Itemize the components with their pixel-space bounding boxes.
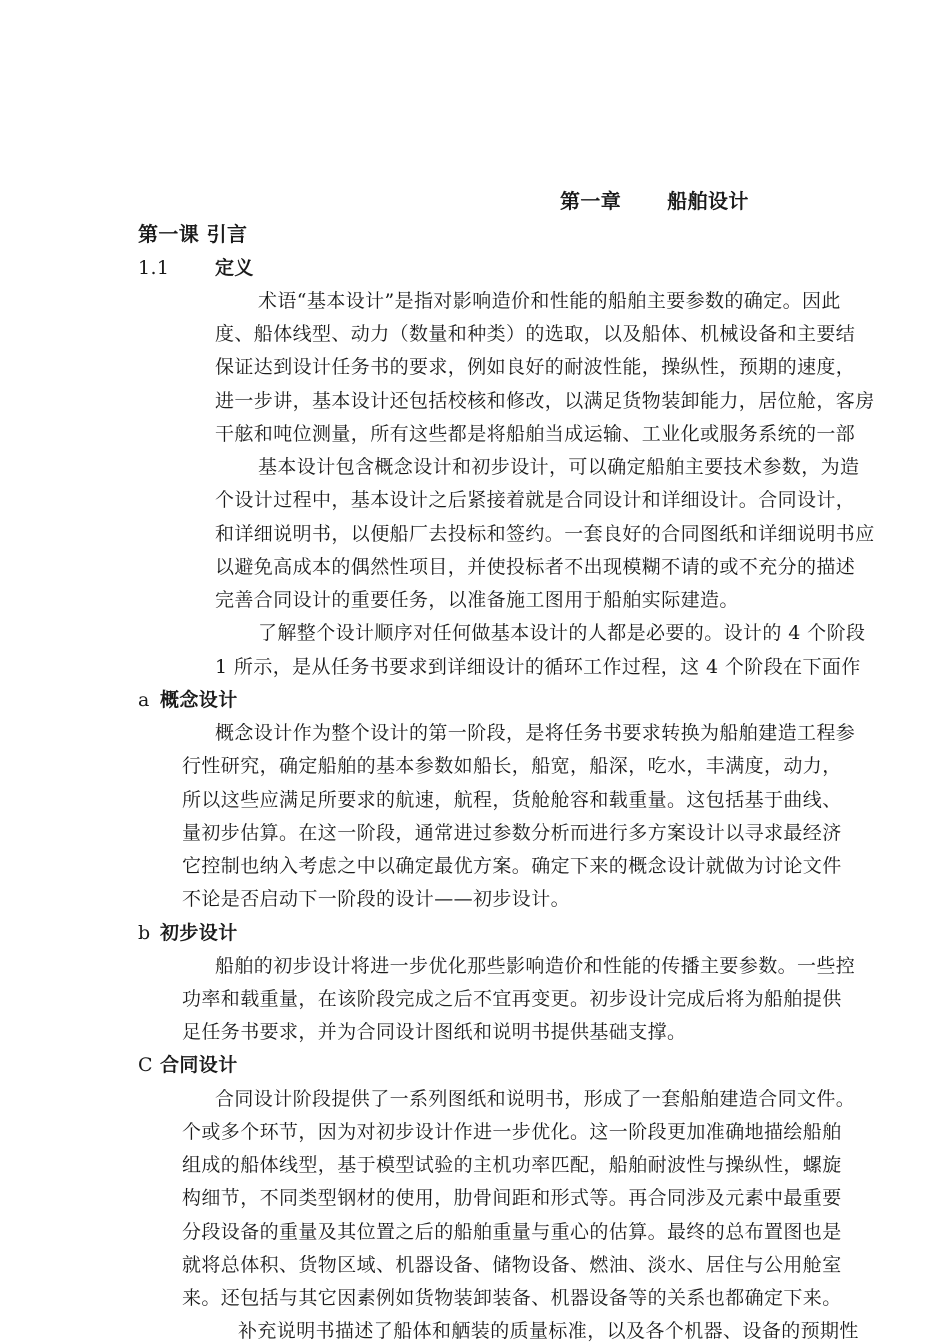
body-line: 保证达到设计任务书的要求，例如良好的耐波性能，操纵性，预期的速度， bbox=[215, 356, 856, 378]
body-line: 不论是否启动下一阶段的设计——初步设计。 bbox=[182, 888, 571, 910]
subsection-title: 初步设计 bbox=[160, 922, 238, 944]
subsection-letter: a bbox=[138, 689, 150, 711]
chapter-heading bbox=[560, 189, 749, 213]
body-line: 度、船体线型、动力（数量和种类）的选取，以及船体、机械设备和主要结 bbox=[215, 323, 856, 345]
body-line: 就将总体积、货物区域、机器设备、储物设备、燃油、淡水、居住与公用舱室 bbox=[182, 1254, 842, 1276]
body-line: 来。还包括与其它因素例如货物装卸装备、机器设备等的关系也都确定下来。 bbox=[182, 1287, 842, 1309]
body-line: 了解整个设计顺序对任何做基本设计的人都是必要的。设计的 4 个阶段 bbox=[258, 622, 866, 644]
body-line: 术语“基本设计”是指对影响造价和性能的船舶主要参数的确定。因此 bbox=[258, 290, 841, 312]
body-line: 组成的船体线型，基于模型试验的主机功率匹配，船舶耐波性与操纵性，螺旋 bbox=[182, 1154, 842, 1176]
body-line: 个或多个环节，因为对初步设计作进一步优化。这一阶段更加准确地描绘船舶 bbox=[182, 1121, 842, 1143]
chapter-number: 第一章 bbox=[560, 189, 622, 213]
body-line: 完善合同设计的重要任务，以准备施工图用于船舶实际建造。 bbox=[215, 589, 739, 611]
body-line: 船舶的初步设计将进一步优化那些影响造价和性能的传播主要参数。一些控 bbox=[215, 955, 856, 977]
subsection-letter: b bbox=[138, 922, 151, 944]
body-line: 功率和载重量，在该阶段完成之后不宜再变更。初步设计完成后将为船舶提供 bbox=[182, 988, 842, 1010]
body-line: 基本设计包含概念设计和初步设计，可以确定船舶主要技术参数，为造 bbox=[258, 456, 860, 478]
body-line: 行性研究，确定船舶的基本参数如船长，船宽，船深，吃水，丰满度，动力， bbox=[182, 755, 842, 777]
section-number: 1.1 bbox=[138, 257, 170, 279]
subsection-title: 概念设计 bbox=[160, 689, 238, 711]
lesson-heading: 第一课 引言 bbox=[138, 222, 248, 246]
section-title: 定义 bbox=[215, 257, 254, 279]
body-line: 所以这些应满足所要求的航速，航程，货舱舱容和载重量。这包括基于曲线、 bbox=[182, 789, 842, 811]
body-line: 构细节，不同类型钢材的使用，肋骨间距和形式等。再合同涉及元素中最重要 bbox=[182, 1187, 842, 1209]
body-line: 干舷和吨位测量，所有这些都是将船舶当成运输、工业化或服务系统的一部 bbox=[215, 423, 856, 445]
body-line: 1 所示，是从任务书要求到详细设计的循环工作过程，这 4 个阶段在下面作 bbox=[215, 656, 861, 678]
subsection-title: 合同设计 bbox=[160, 1054, 238, 1076]
body-line: 进一步讲，基本设计还包括校核和修改，以满足货物装卸能力，居位舱，客房 bbox=[215, 390, 875, 412]
body-line: 量初步估算。在这一阶段，通常进过参数分析而进行多方案设计以寻求最经济 bbox=[182, 822, 842, 844]
body-line: 概念设计作为整个设计的第一阶段，是将任务书要求转换为船舶建造工程参 bbox=[215, 722, 856, 744]
body-line: 合同设计阶段提供了一系列图纸和说明书，形成了一套船舶建造合同文件。 bbox=[215, 1088, 856, 1110]
body-line: 分段设备的重量及其位置之后的船舶重量与重心的估算。最终的总布置图也是 bbox=[182, 1221, 842, 1243]
body-line: 个设计过程中，基本设计之后紧接着就是合同设计和详细设计。合同设计， bbox=[215, 489, 856, 511]
subsection-letter: C bbox=[138, 1054, 153, 1076]
body-line: 它控制也纳入考虑之中以确定最优方案。确定下来的概念设计就做为讨论文件 bbox=[182, 855, 842, 877]
body-line: 和详细说明书，以便船厂去投标和签约。一套良好的合同图纸和详细说明书应 bbox=[215, 523, 875, 545]
body-line: 足任务书要求，并为合同设计图纸和说明书提供基础支撑。 bbox=[182, 1021, 687, 1043]
chapter-title: 船舶设计 bbox=[667, 189, 749, 213]
body-line: 补充说明书描述了船体和舾装的质量标准，以及各个机器、设备的预期性 bbox=[238, 1320, 859, 1342]
body-line: 以避免高成本的偶然性项目，并使投标者不出现模糊不请的或不充分的描述 bbox=[215, 556, 856, 578]
